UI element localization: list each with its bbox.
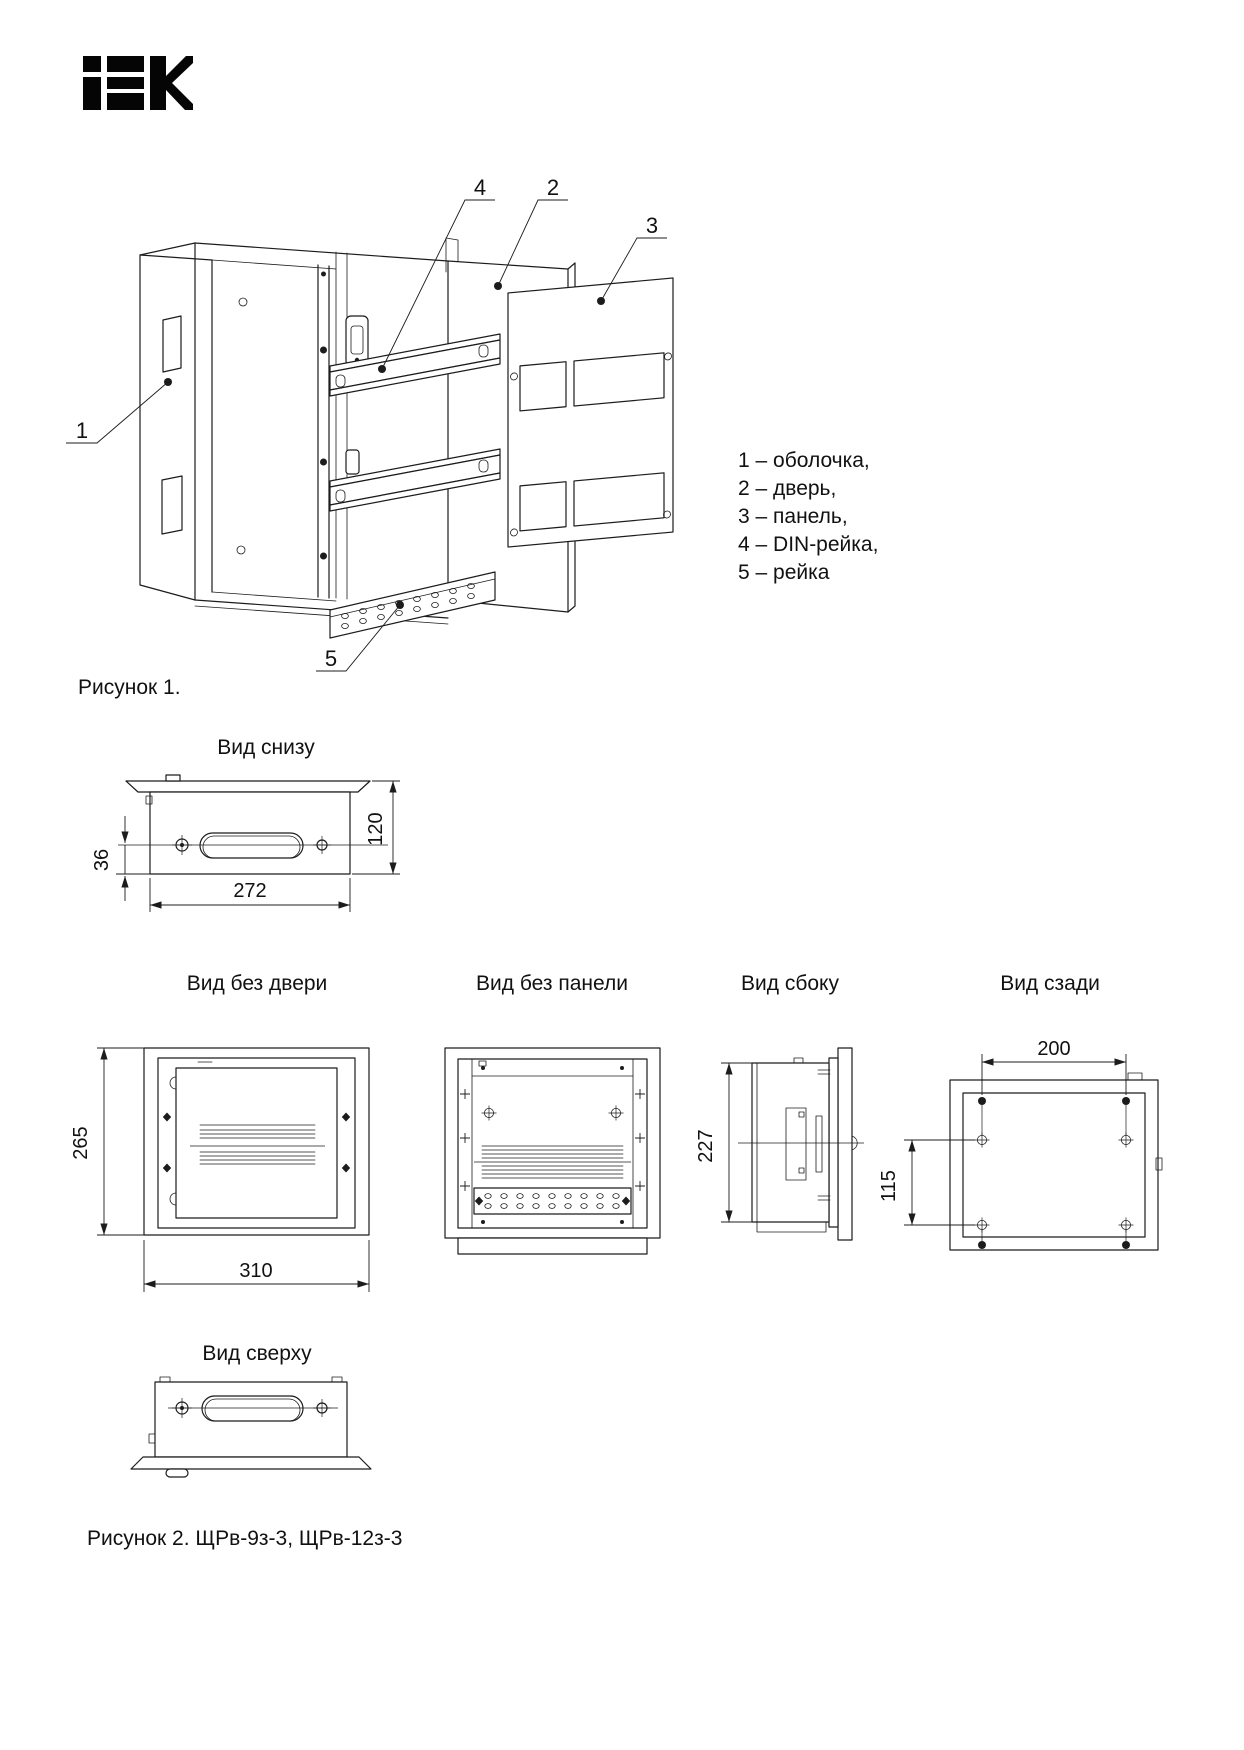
mounting-post — [318, 265, 329, 598]
svg-text:4: 4 — [473, 175, 487, 200]
figure1-exploded-view — [66, 175, 673, 671]
svg-text:2: 2 — [546, 175, 560, 200]
view-rear-title: Вид сзади — [1000, 972, 1100, 995]
dim-272 — [150, 878, 350, 912]
figure2-caption: Рисунок 2. ЩРв-9з-3, ЩРв-12з-3 — [87, 1527, 403, 1550]
svg-text:310: 310 — [239, 1260, 273, 1282]
svg-text:200: 200 — [1037, 1038, 1071, 1060]
svg-text:227: 227 — [695, 1129, 717, 1163]
svg-text:5: 5 — [324, 646, 338, 671]
iek-logo — [83, 56, 193, 110]
door-frame-interior — [237, 252, 368, 599]
svg-text:36: 36 — [91, 848, 113, 872]
view-no-panel — [445, 972, 660, 1254]
enclosure-shell — [140, 238, 458, 624]
view-top-title: Вид сверху — [202, 1342, 312, 1365]
view-bottom — [91, 736, 400, 912]
svg-text:120: 120 — [365, 812, 387, 846]
view-no-panel-title: Вид без панели — [476, 972, 628, 995]
view-rear — [878, 972, 1162, 1250]
legend-item: 4 – DIN-рейка, — [738, 533, 879, 556]
svg-text:3: 3 — [645, 213, 659, 238]
view-side-title: Вид сбоку — [741, 972, 839, 995]
dim-36 — [91, 816, 150, 901]
view-bottom-title: Вид снизу — [217, 736, 315, 759]
lower-latch — [346, 450, 359, 474]
svg-text:1: 1 — [75, 418, 89, 443]
figure1-legend — [738, 449, 878, 584]
legend-item: 2 – дверь, — [738, 477, 837, 500]
view-no-door — [70, 972, 369, 1292]
figure1-caption: Рисунок 1. — [78, 676, 181, 699]
svg-text:265: 265 — [70, 1126, 92, 1160]
door-lock — [346, 316, 368, 366]
svg-text:115: 115 — [878, 1170, 900, 1202]
front-panel — [508, 278, 673, 547]
perforated-rail-front — [474, 1188, 631, 1214]
dim-120 — [352, 781, 400, 874]
view-top — [131, 1342, 371, 1477]
dim-227 — [695, 1063, 752, 1222]
svg-text:272: 272 — [233, 880, 267, 902]
dim-310 — [144, 1240, 369, 1292]
dim-265 — [70, 1048, 144, 1235]
view-no-door-title: Вид без двери — [186, 972, 328, 995]
legend-item: 5 – рейка — [738, 561, 830, 584]
perforated-rail — [330, 572, 495, 638]
legend-item: 1 – оболочка, — [738, 449, 870, 472]
legend-item: 3 – панель, — [738, 505, 848, 528]
view-side — [695, 972, 864, 1240]
